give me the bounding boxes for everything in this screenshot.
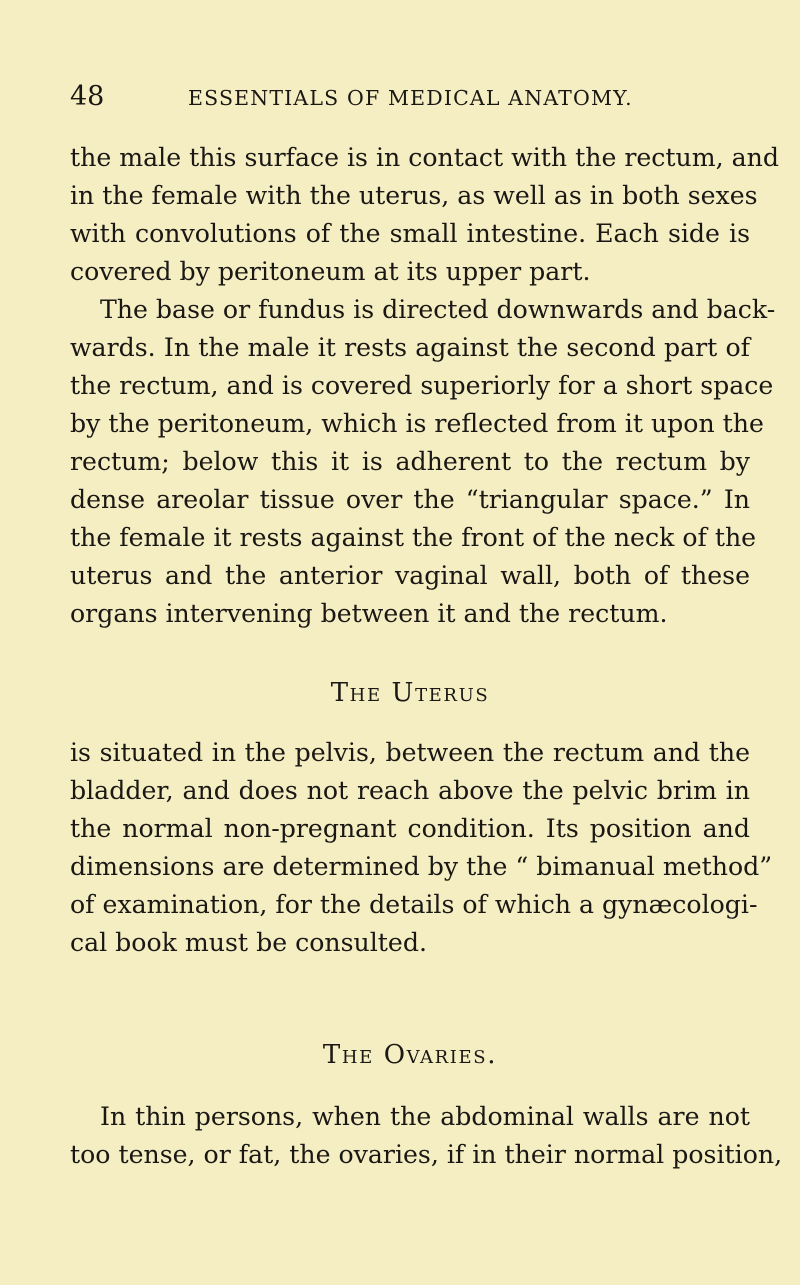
running-head [70,80,750,114]
text-line: the rectum, and is covered superiorly for a short space [70,371,774,400]
text-line: of examination, for the details of which a gynæcologi- [70,890,758,919]
running-head-title: ESSENTIALS OF MEDICAL ANATOMY. [188,86,633,110]
text-line: dense areolar tissue over the “triangular space.” In [70,485,750,514]
section-heading-uterus: The Uterus [330,678,490,708]
text-line: The base or fundus is directed downwards and back- [100,295,776,324]
text-line: with convolutions of the small intestine. Each side is [70,219,750,248]
text-line: the male this surface is in contact with the rectum, and [70,143,780,172]
text-line: cal book must be consulted. [70,928,427,957]
text-line: organs intervening between it and the rectum. [70,599,668,628]
text-line: dimensions are determined by the “ bimanual method” [70,852,773,881]
text-line: too tense, or fat, the ovaries, if in their normal position, [70,1140,783,1169]
section-heading-ovaries: The Ovaries. [322,1040,498,1070]
text-line: the normal non-pregnant condition. Its position and [70,814,750,843]
text-line: by the peritoneum, which is reflected from it upon the [70,409,764,438]
text-line: bladder, and does not reach above the pelvic brim in [70,776,750,805]
text-line: uterus and the anterior vaginal wall, both of these [70,561,750,590]
text-line: covered by peritoneum at its upper part. [70,257,591,286]
page-number: 48 [70,81,105,112]
text-line: In thin persons, when the abdominal walls are not [100,1102,750,1131]
text-line: wards. In the male it rests against the second part of [70,333,750,362]
text-line: the female it rests against the front of the neck of the [70,523,757,552]
text-line: is situated in the pelvis, between the rectum and the [70,738,750,767]
text-line: in the female with the uterus, as well as in both sexes [70,181,758,210]
text-line: rectum; below this it is adherent to the rectum by [70,447,750,476]
